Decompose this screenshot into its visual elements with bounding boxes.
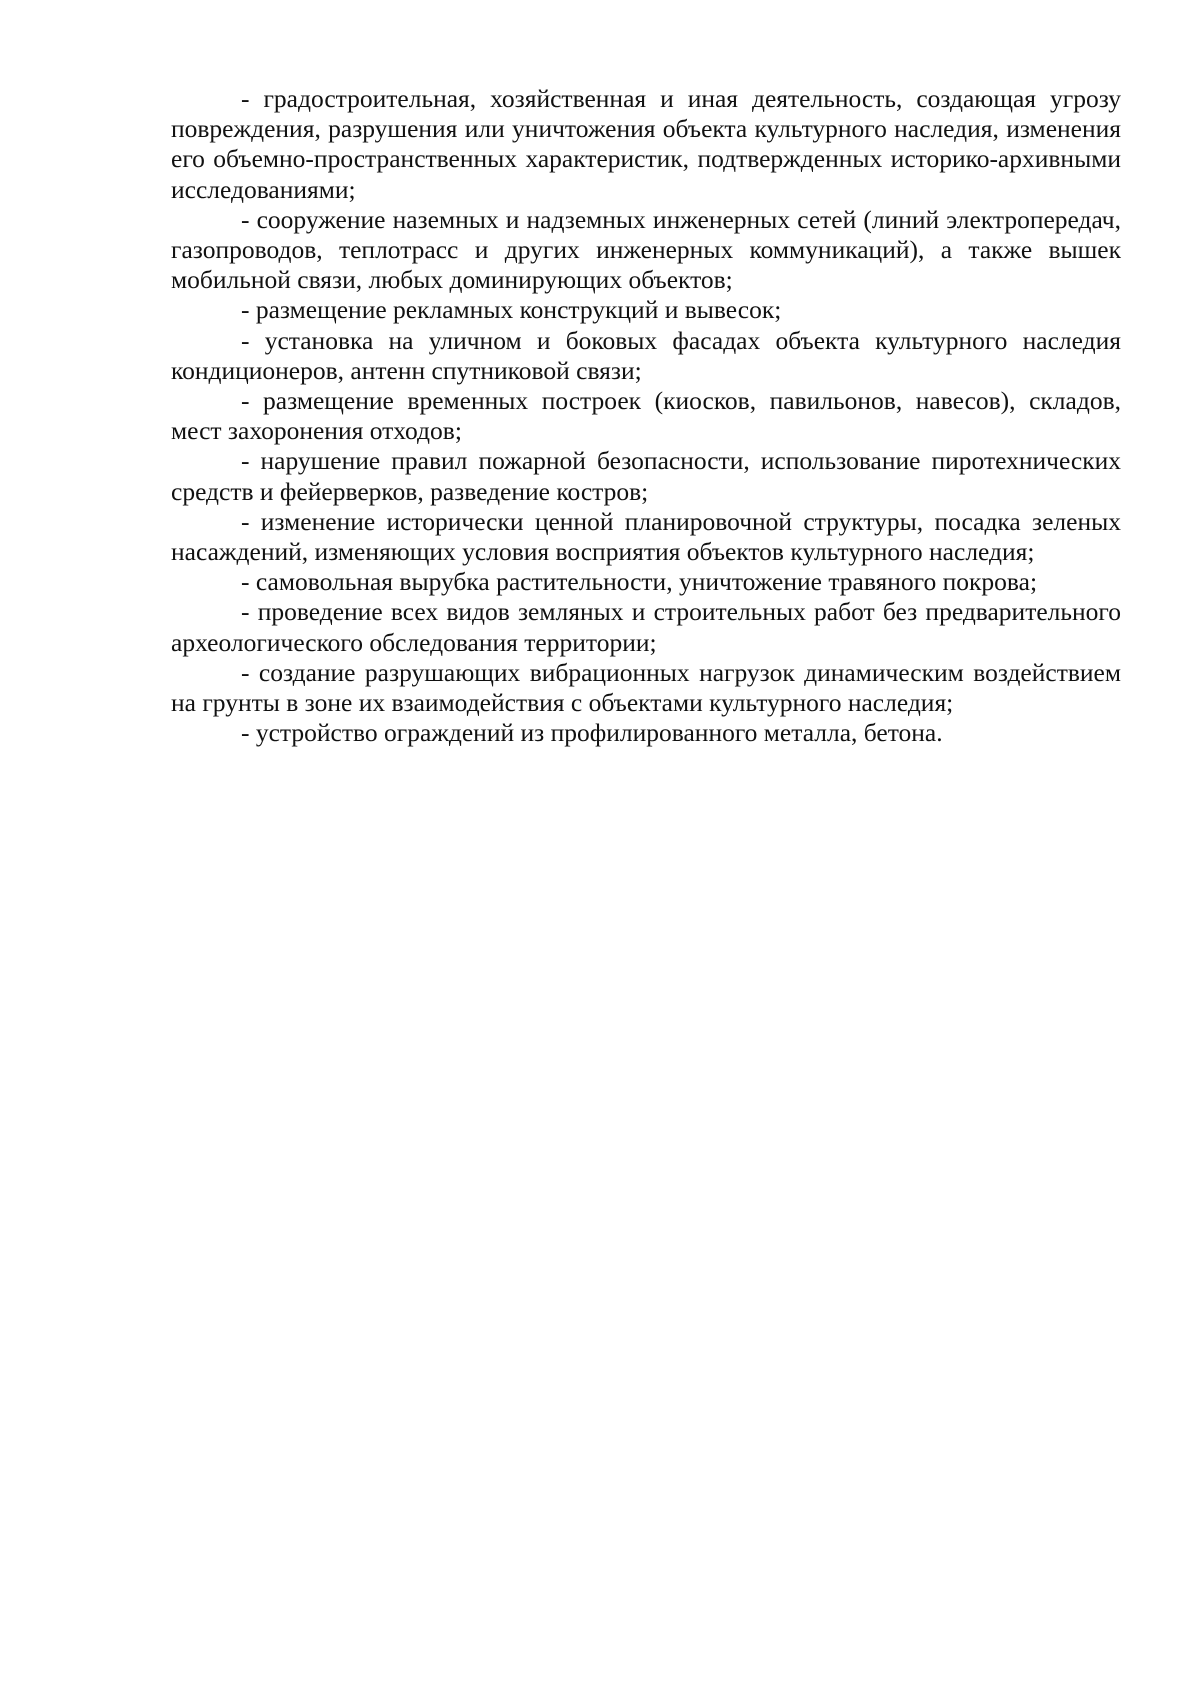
paragraph-temporary-buildings: - размещение временных построек (киосков, павильонов, навесов), складов, мест захоронения отходов; bbox=[171, 386, 1121, 446]
paragraph-urban-activity: - градостроительная, хозяйственная и иная деятельность, создающая угрозу повреждения, разрушения или уничтожения объекта культурного наследия, изменения его объемно-пространственных характеристик, подтвержденных историко-архивными исследованиями; bbox=[171, 84, 1121, 204]
paragraph-fences: - устройство ограждений из профилированного металла, бетона. bbox=[241, 718, 943, 748]
paragraph-engineering-networks: - сооружение наземных и надземных инженерных сетей (линий электропередач, газопроводов, теплотрасс и других инженерных коммуникаций), а также вышек мобильной связи, любых доминирующих объектов; bbox=[171, 204, 1121, 295]
paragraph-planning-structure: - изменение исторически ценной планировочной структуры, посадка зеленых насаждений, изменяющих условия восприятия объектов культурного наследия; bbox=[171, 506, 1121, 567]
paragraph-earthworks: - проведение всех видов земляных и строительных работ без предварительного археологического обследования территории; bbox=[171, 597, 1121, 657]
document-body bbox=[171, 84, 1121, 748]
paragraph-vegetation: - самовольная вырубка растительности, уничтожение травяного покрова; bbox=[241, 567, 1038, 597]
paragraph-vibration-loads: - создание разрушающих вибрационных нагрузок динамическим воздействием на грунты в зоне их взаимодействия с объектами культурного наследия; bbox=[171, 657, 1121, 718]
paragraph-facade-equipment: - установка на уличном и боковых фасадах объекта культурного наследия кондиционеров, антенн спутниковой связи; bbox=[171, 325, 1121, 385]
paragraph-fire-safety: - нарушение правил пожарной безопасности, использование пиротехнических средств и фейерверков, разведение костров; bbox=[171, 446, 1121, 506]
paragraph-advertising: - размещение рекламных конструкций и вывесок; bbox=[241, 295, 782, 325]
